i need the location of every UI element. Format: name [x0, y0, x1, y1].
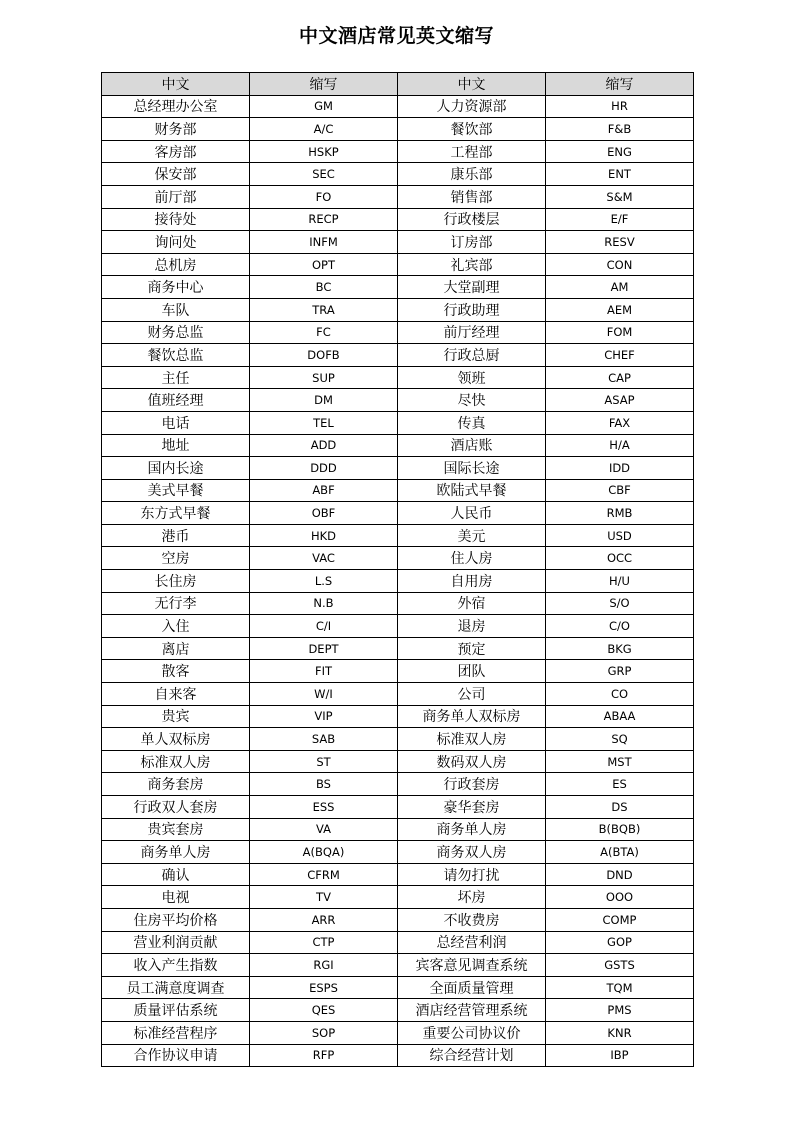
- table-row: [102, 1044, 694, 1067]
- abbr-right-cell: F&B: [546, 118, 694, 141]
- abbr-right-cell: E/F: [546, 208, 694, 231]
- chinese-left-cell: 无行李: [102, 592, 250, 615]
- chinese-right-cell: 康乐部: [398, 163, 546, 186]
- table-header-row: [102, 73, 694, 96]
- chinese-right-cell: 住人房: [398, 547, 546, 570]
- chinese-left-cell: 保安部: [102, 163, 250, 186]
- chinese-left-cell: 确认: [102, 863, 250, 886]
- chinese-left-cell: 电话: [102, 411, 250, 434]
- abbr-left-cell: FO: [250, 185, 398, 208]
- abbr-right-cell: HR: [546, 95, 694, 118]
- abbr-left-cell: DOFB: [250, 344, 398, 367]
- abbr-left-cell: RECP: [250, 208, 398, 231]
- abbr-left-cell: OBF: [250, 502, 398, 525]
- abbr-left-cell: ESS: [250, 796, 398, 819]
- table-row: [102, 818, 694, 841]
- chinese-left-cell: 商务单人房: [102, 841, 250, 864]
- abbr-right-cell: CHEF: [546, 344, 694, 367]
- table-row: [102, 321, 694, 344]
- abbr-left-cell: C/I: [250, 615, 398, 638]
- abbr-right-cell: RMB: [546, 502, 694, 525]
- abbr-right-cell: COMP: [546, 908, 694, 931]
- chinese-right-cell: 行政总厨: [398, 344, 546, 367]
- table-row: [102, 886, 694, 909]
- table-row: [102, 231, 694, 254]
- chinese-left-cell: 值班经理: [102, 389, 250, 412]
- table-row: [102, 524, 694, 547]
- chinese-left-cell: 东方式早餐: [102, 502, 250, 525]
- abbr-left-cell: SOP: [250, 1021, 398, 1044]
- chinese-right-cell: 礼宾部: [398, 253, 546, 276]
- table-row: [102, 276, 694, 299]
- chinese-left-cell: 行政双人套房: [102, 796, 250, 819]
- abbr-left-cell: CFRM: [250, 863, 398, 886]
- table-row: [102, 118, 694, 141]
- table-row: [102, 908, 694, 931]
- chinese-left-cell: 员工满意度调查: [102, 976, 250, 999]
- table-row: [102, 185, 694, 208]
- table-row: [102, 366, 694, 389]
- chinese-right-cell: 标准双人房: [398, 728, 546, 751]
- abbr-left-cell: ABF: [250, 479, 398, 502]
- abbr-right-cell: CON: [546, 253, 694, 276]
- abbr-left-cell: VA: [250, 818, 398, 841]
- abbr-right-cell: FOM: [546, 321, 694, 344]
- abbr-right-cell: RESV: [546, 231, 694, 254]
- chinese-left-cell: 入住: [102, 615, 250, 638]
- chinese-left-cell: 单人双标房: [102, 728, 250, 751]
- abbr-left-cell: TV: [250, 886, 398, 909]
- abbr-left-cell: RGI: [250, 954, 398, 977]
- chinese-right-cell: 传真: [398, 411, 546, 434]
- abbr-right-cell: OOO: [546, 886, 694, 909]
- abbr-right-cell: SQ: [546, 728, 694, 751]
- chinese-left-cell: 餐饮总监: [102, 344, 250, 367]
- chinese-left-cell: 自来客: [102, 683, 250, 706]
- abbr-left-cell: SEC: [250, 163, 398, 186]
- chinese-right-cell: 美元: [398, 524, 546, 547]
- table-row: [102, 298, 694, 321]
- chinese-right-cell: 商务单人双标房: [398, 705, 546, 728]
- abbr-right-cell: IDD: [546, 457, 694, 480]
- abbr-left-cell: ADD: [250, 434, 398, 457]
- abbr-left-cell: CTP: [250, 931, 398, 954]
- abbr-right-cell: USD: [546, 524, 694, 547]
- chinese-right-cell: 商务单人房: [398, 818, 546, 841]
- table-row: [102, 976, 694, 999]
- abbr-left-cell: DEPT: [250, 637, 398, 660]
- abbr-right-cell: CBF: [546, 479, 694, 502]
- chinese-left-cell: 贵宾套房: [102, 818, 250, 841]
- abbr-right-cell: ENT: [546, 163, 694, 186]
- chinese-right-cell: 国际长途: [398, 457, 546, 480]
- abbr-right-cell: ASAP: [546, 389, 694, 412]
- chinese-right-cell: 行政助理: [398, 298, 546, 321]
- chinese-left-cell: 合作协议申请: [102, 1044, 250, 1067]
- table-row: [102, 95, 694, 118]
- chinese-right-cell: 不收费房: [398, 908, 546, 931]
- abbr-right-cell: H/U: [546, 570, 694, 593]
- table-body: [102, 95, 694, 1067]
- chinese-left-cell: 离店: [102, 637, 250, 660]
- chinese-right-cell: 欧陆式早餐: [398, 479, 546, 502]
- chinese-right-cell: 预定: [398, 637, 546, 660]
- chinese-right-cell: 综合经营计划: [398, 1044, 546, 1067]
- chinese-right-cell: 行政套房: [398, 773, 546, 796]
- table-row: [102, 660, 694, 683]
- header-abbr-right: 缩写: [546, 73, 694, 96]
- abbr-right-cell: ABAA: [546, 705, 694, 728]
- abbr-left-cell: HSKP: [250, 140, 398, 163]
- chinese-left-cell: 长住房: [102, 570, 250, 593]
- header-chinese-right: 中文: [398, 73, 546, 96]
- chinese-left-cell: 商务套房: [102, 773, 250, 796]
- abbr-right-cell: IBP: [546, 1044, 694, 1067]
- chinese-left-cell: 商务中心: [102, 276, 250, 299]
- chinese-left-cell: 住房平均价格: [102, 908, 250, 931]
- chinese-right-cell: 酒店账: [398, 434, 546, 457]
- chinese-left-cell: 前厅部: [102, 185, 250, 208]
- chinese-left-cell: 总机房: [102, 253, 250, 276]
- chinese-right-cell: 豪华套房: [398, 796, 546, 819]
- table-row: [102, 615, 694, 638]
- table-row: [102, 705, 694, 728]
- abbr-left-cell: HKD: [250, 524, 398, 547]
- chinese-right-cell: 商务双人房: [398, 841, 546, 864]
- table-row: [102, 954, 694, 977]
- chinese-left-cell: 电视: [102, 886, 250, 909]
- chinese-right-cell: 行政楼层: [398, 208, 546, 231]
- chinese-right-cell: 坏房: [398, 886, 546, 909]
- table-row: [102, 592, 694, 615]
- chinese-left-cell: 询问处: [102, 231, 250, 254]
- abbr-right-cell: FAX: [546, 411, 694, 434]
- table-row: [102, 479, 694, 502]
- chinese-left-cell: 散客: [102, 660, 250, 683]
- abbr-left-cell: RFP: [250, 1044, 398, 1067]
- table-row: [102, 931, 694, 954]
- abbr-right-cell: H/A: [546, 434, 694, 457]
- table-row: [102, 434, 694, 457]
- chinese-left-cell: 主任: [102, 366, 250, 389]
- chinese-left-cell: 收入产生指数: [102, 954, 250, 977]
- chinese-right-cell: 前厅经理: [398, 321, 546, 344]
- abbr-right-cell: S/O: [546, 592, 694, 615]
- table-row: [102, 253, 694, 276]
- abbr-left-cell: ARR: [250, 908, 398, 931]
- chinese-left-cell: 贵宾: [102, 705, 250, 728]
- abbr-left-cell: N.B: [250, 592, 398, 615]
- table-row: [102, 728, 694, 751]
- table-row: [102, 637, 694, 660]
- chinese-right-cell: 销售部: [398, 185, 546, 208]
- abbr-right-cell: MST: [546, 750, 694, 773]
- abbr-right-cell: AM: [546, 276, 694, 299]
- table-row: [102, 208, 694, 231]
- abbr-right-cell: GRP: [546, 660, 694, 683]
- abbr-left-cell: OPT: [250, 253, 398, 276]
- abbr-left-cell: TEL: [250, 411, 398, 434]
- abbr-right-cell: DND: [546, 863, 694, 886]
- table-row: [102, 863, 694, 886]
- chinese-right-cell: 外宿: [398, 592, 546, 615]
- table-row: [102, 547, 694, 570]
- chinese-right-cell: 退房: [398, 615, 546, 638]
- abbr-right-cell: OCC: [546, 547, 694, 570]
- abbr-left-cell: SUP: [250, 366, 398, 389]
- table-row: [102, 750, 694, 773]
- chinese-left-cell: 国内长途: [102, 457, 250, 480]
- table-row: [102, 411, 694, 434]
- chinese-left-cell: 总经理办公室: [102, 95, 250, 118]
- abbr-left-cell: DDD: [250, 457, 398, 480]
- table-row: [102, 389, 694, 412]
- abbr-left-cell: ESPS: [250, 976, 398, 999]
- table-row: [102, 773, 694, 796]
- chinese-right-cell: 大堂副理: [398, 276, 546, 299]
- table-row: [102, 1021, 694, 1044]
- chinese-right-cell: 领班: [398, 366, 546, 389]
- abbr-right-cell: C/O: [546, 615, 694, 638]
- chinese-right-cell: 团队: [398, 660, 546, 683]
- chinese-left-cell: 车队: [102, 298, 250, 321]
- chinese-right-cell: 数码双人房: [398, 750, 546, 773]
- chinese-left-cell: 美式早餐: [102, 479, 250, 502]
- abbr-left-cell: SAB: [250, 728, 398, 751]
- abbr-left-cell: L.S: [250, 570, 398, 593]
- abbr-right-cell: AEM: [546, 298, 694, 321]
- abbr-right-cell: DS: [546, 796, 694, 819]
- table-row: [102, 570, 694, 593]
- chinese-right-cell: 餐饮部: [398, 118, 546, 141]
- abbr-right-cell: ES: [546, 773, 694, 796]
- header-chinese-left: 中文: [102, 73, 250, 96]
- chinese-right-cell: 重要公司协议价: [398, 1021, 546, 1044]
- chinese-left-cell: 标准双人房: [102, 750, 250, 773]
- chinese-left-cell: 客房部: [102, 140, 250, 163]
- abbr-right-cell: A(BTA): [546, 841, 694, 864]
- chinese-right-cell: 请勿打扰: [398, 863, 546, 886]
- chinese-right-cell: 酒店经营管理系统: [398, 999, 546, 1022]
- chinese-right-cell: 全面质量管理: [398, 976, 546, 999]
- abbr-left-cell: FC: [250, 321, 398, 344]
- abbr-right-cell: ENG: [546, 140, 694, 163]
- table-row: [102, 344, 694, 367]
- abbr-left-cell: INFM: [250, 231, 398, 254]
- chinese-right-cell: 工程部: [398, 140, 546, 163]
- chinese-right-cell: 人民币: [398, 502, 546, 525]
- chinese-left-cell: 标准经营程序: [102, 1021, 250, 1044]
- abbr-left-cell: QES: [250, 999, 398, 1022]
- chinese-right-cell: 自用房: [398, 570, 546, 593]
- abbr-left-cell: ST: [250, 750, 398, 773]
- table-row: [102, 140, 694, 163]
- abbr-right-cell: CO: [546, 683, 694, 706]
- chinese-left-cell: 地址: [102, 434, 250, 457]
- chinese-left-cell: 空房: [102, 547, 250, 570]
- chinese-right-cell: 总经营利润: [398, 931, 546, 954]
- abbr-left-cell: BC: [250, 276, 398, 299]
- abbr-right-cell: GSTS: [546, 954, 694, 977]
- table-row: [102, 999, 694, 1022]
- table-row: [102, 502, 694, 525]
- abbr-left-cell: TRA: [250, 298, 398, 321]
- chinese-left-cell: 质量评估系统: [102, 999, 250, 1022]
- abbr-left-cell: VAC: [250, 547, 398, 570]
- abbr-right-cell: PMS: [546, 999, 694, 1022]
- chinese-right-cell: 宾客意见调查系统: [398, 954, 546, 977]
- chinese-left-cell: 财务部: [102, 118, 250, 141]
- table-row: [102, 163, 694, 186]
- table-row: [102, 457, 694, 480]
- abbreviation-table: [101, 72, 694, 1067]
- chinese-left-cell: 营业利润贡献: [102, 931, 250, 954]
- chinese-left-cell: 财务总监: [102, 321, 250, 344]
- abbr-right-cell: S&M: [546, 185, 694, 208]
- table-row: [102, 683, 694, 706]
- abbr-right-cell: KNR: [546, 1021, 694, 1044]
- abbr-left-cell: A/C: [250, 118, 398, 141]
- chinese-left-cell: 接待处: [102, 208, 250, 231]
- page-title: 中文酒店常见英文缩写: [298, 25, 494, 47]
- abbr-right-cell: CAP: [546, 366, 694, 389]
- chinese-left-cell: 港币: [102, 524, 250, 547]
- abbr-left-cell: FIT: [250, 660, 398, 683]
- table-row: [102, 796, 694, 819]
- abbr-left-cell: W/I: [250, 683, 398, 706]
- abbr-right-cell: GOP: [546, 931, 694, 954]
- abbr-left-cell: DM: [250, 389, 398, 412]
- header-abbr-left: 缩写: [250, 73, 398, 96]
- abbr-left-cell: BS: [250, 773, 398, 796]
- abbr-right-cell: BKG: [546, 637, 694, 660]
- abbr-right-cell: TQM: [546, 976, 694, 999]
- abbr-left-cell: GM: [250, 95, 398, 118]
- table-row: [102, 841, 694, 864]
- abbr-left-cell: VIP: [250, 705, 398, 728]
- abbr-left-cell: A(BQA): [250, 841, 398, 864]
- chinese-right-cell: 订房部: [398, 231, 546, 254]
- chinese-right-cell: 人力资源部: [398, 95, 546, 118]
- chinese-right-cell: 公司: [398, 683, 546, 706]
- chinese-right-cell: 尽快: [398, 389, 546, 412]
- abbr-right-cell: B(BQB): [546, 818, 694, 841]
